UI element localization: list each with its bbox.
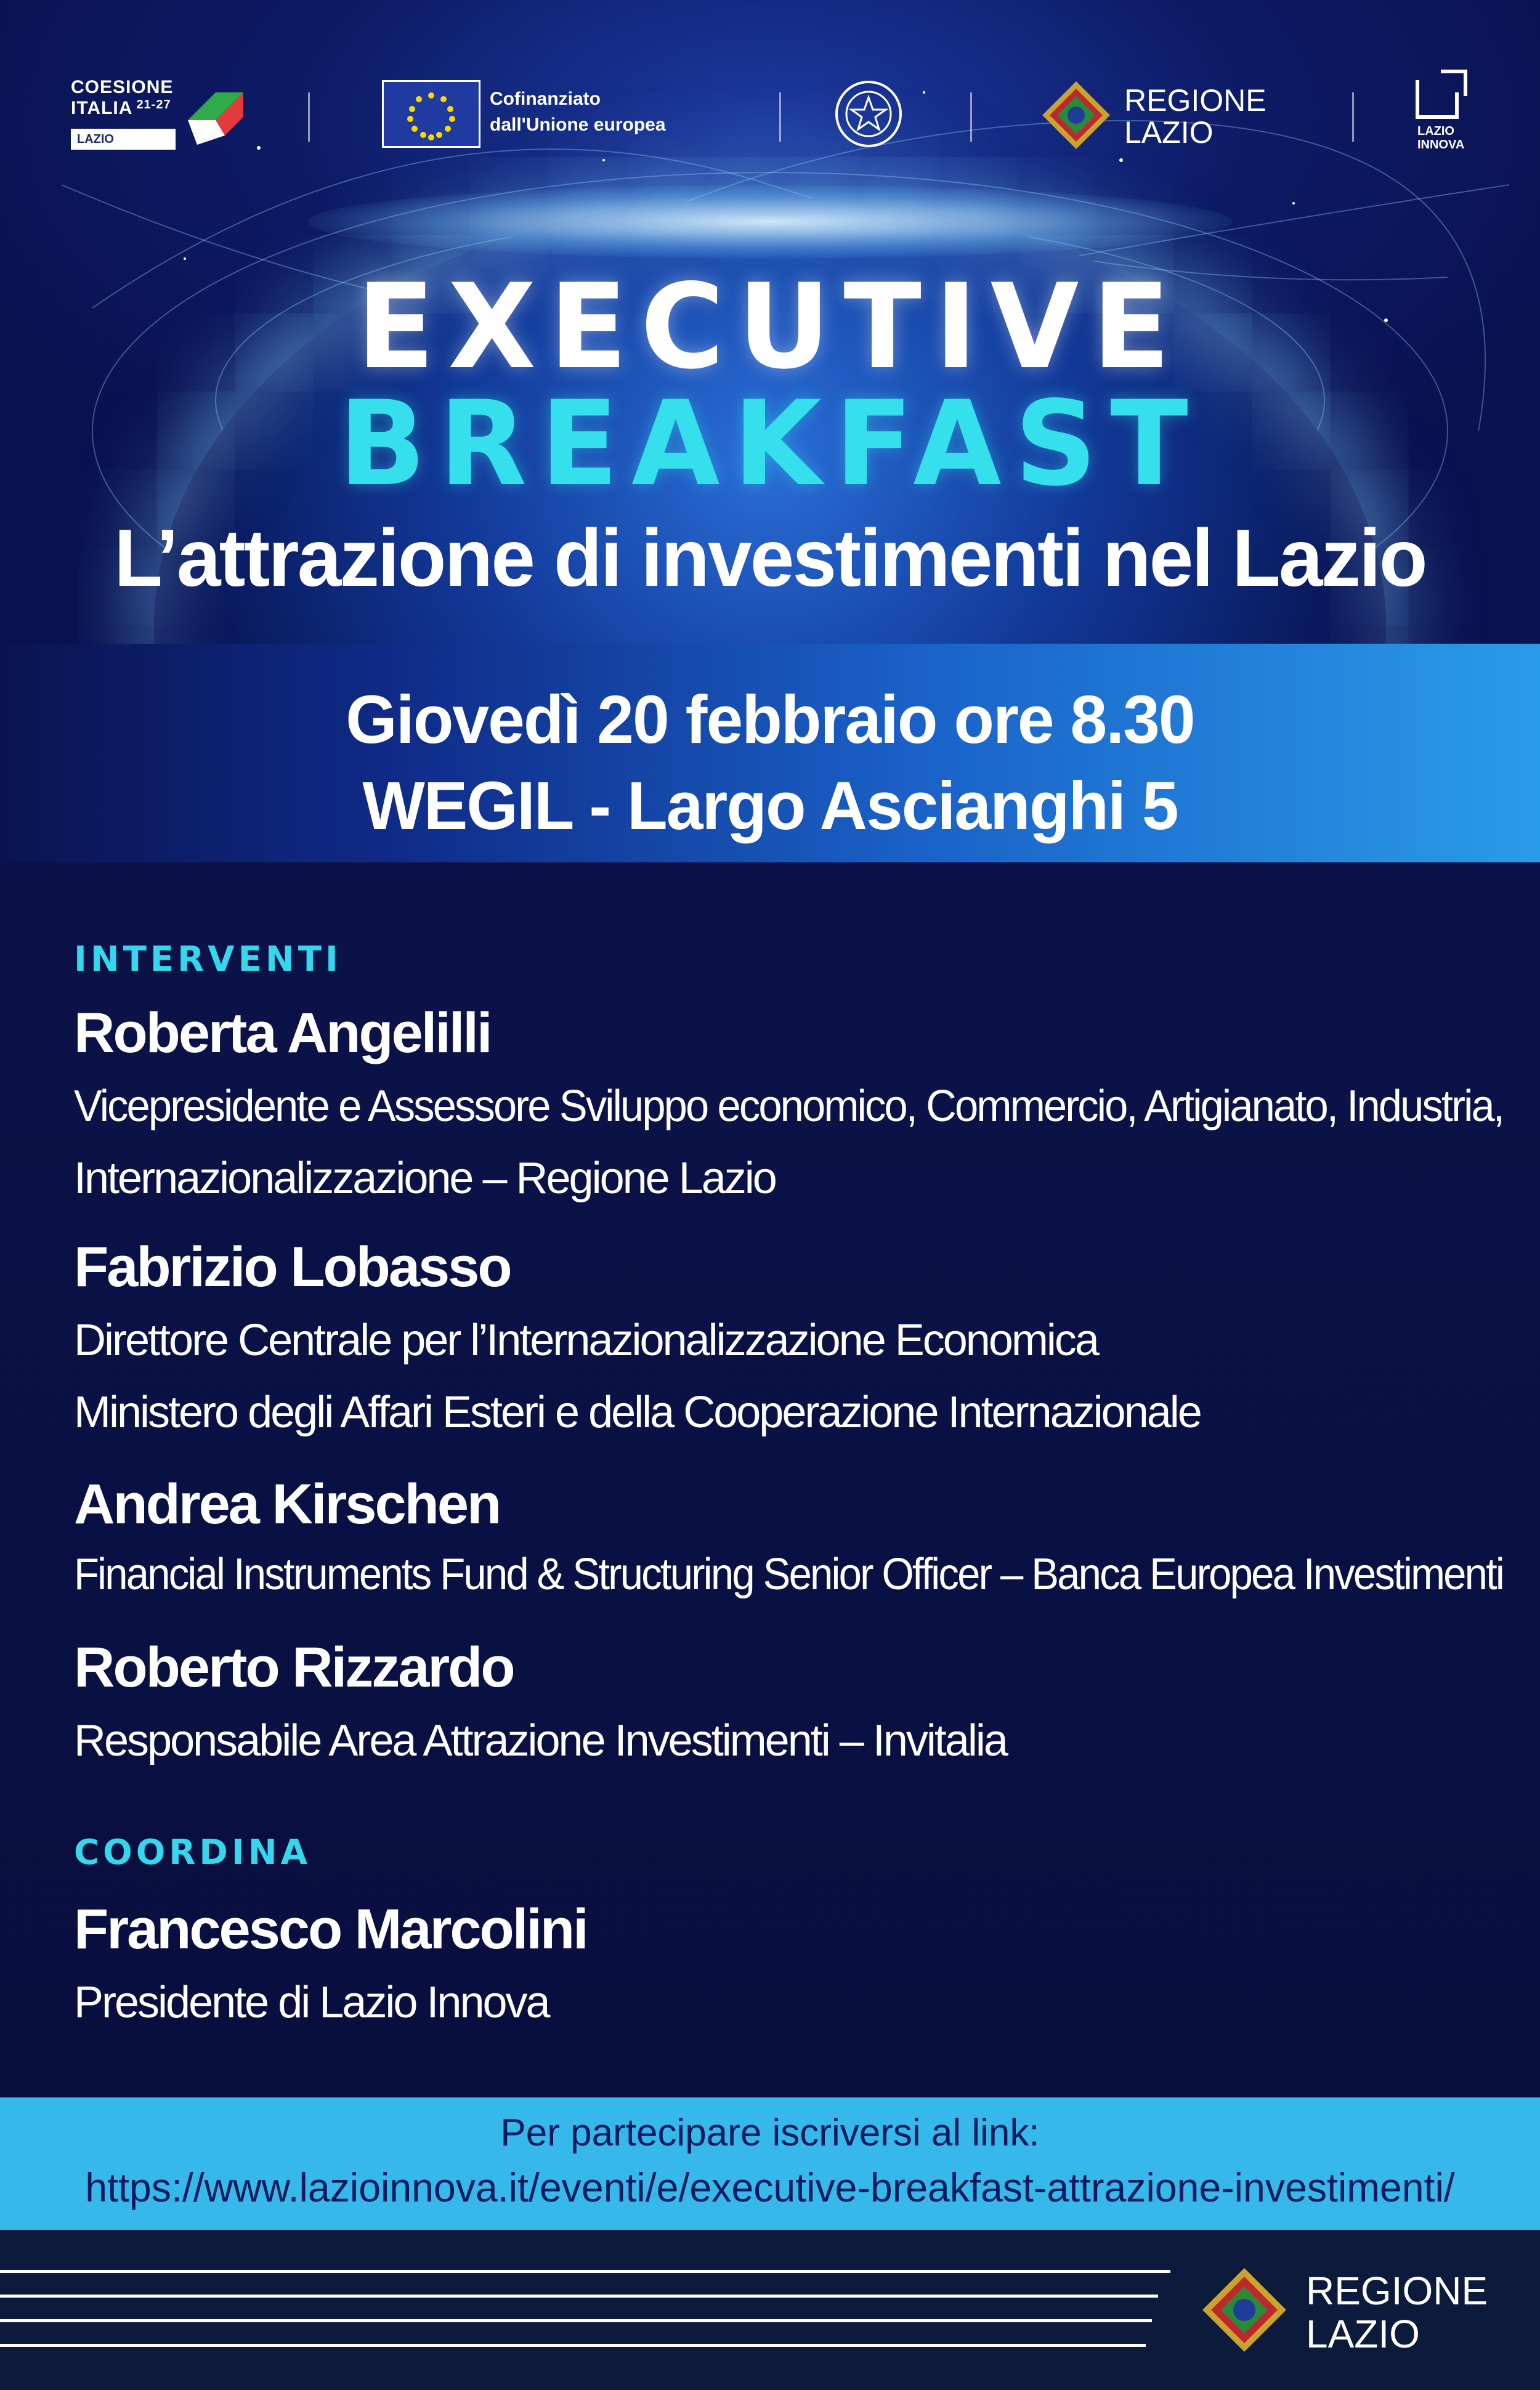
registration-band <box>0 2097 1540 2230</box>
footer-regione-label: REGIONE <box>1306 2269 1488 2313</box>
date-venue-band <box>0 644 1540 862</box>
speaker-name: Roberto Rizzardo <box>74 1636 514 1699</box>
logo-divider <box>779 92 781 142</box>
speaker-role: Direttore Centrale per l’Internazionalizzazione Economica <box>74 1316 1098 1365</box>
coordina-label: COORDINA <box>74 1833 311 1873</box>
footer <box>0 2230 1540 2390</box>
regione-label: REGIONE <box>1124 83 1266 118</box>
event-subtitle: L’attrazione di investimenti nel Lazio <box>114 512 1426 603</box>
footer-line <box>0 2319 1152 2322</box>
speaker-role: Vicepresidente e Assessore Sviluppo economico, Commercio, Artigianato, Industria, <box>74 1082 1504 1131</box>
italian-republic-emblem-icon <box>829 74 909 154</box>
speaker-role: Ministero degli Affari Esteri e della Cooperazione Internazionale <box>74 1388 1201 1437</box>
innova-label-line2: INNOVA <box>1417 138 1465 152</box>
eu-cofinanced-logo <box>382 80 715 154</box>
regione-lazio-logo <box>1041 74 1300 160</box>
coesione-region-label: LAZIO <box>71 129 176 150</box>
coesione-italia-logo <box>71 71 256 157</box>
title-breakfast: BREAKFAST <box>338 376 1202 512</box>
speaker-role: Financial Instruments Fund & Structuring Senior Officer – Banca Europea Investimenti <box>74 1550 1504 1599</box>
footer-line <box>0 2344 1146 2347</box>
speaker-role: Internazionalizzazione – Regione Lazio <box>74 1154 776 1203</box>
coesione-label: COESIONE <box>71 77 174 97</box>
event-date: Giovedì 20 febbraio ore 8.30 <box>346 682 1194 758</box>
innova-label-line1: LAZIO <box>1417 124 1454 138</box>
event-venue: WEGIL - Largo Ascianghi 5 <box>362 768 1178 844</box>
partner-logos-bar <box>0 59 1540 176</box>
registration-text: Per partecipare iscriversi al link: <box>500 2112 1040 2154</box>
speaker-name: Roberta Angelilli <box>74 1002 491 1064</box>
logo-divider <box>1352 92 1354 142</box>
lazio-innova-logo <box>1414 68 1481 160</box>
footer-lazio-label: LAZIO <box>1306 2312 1420 2356</box>
footer-line <box>0 2295 1158 2298</box>
coesione-arrow-icon <box>182 83 249 151</box>
title-executive: EXECUTIVE <box>357 259 1183 395</box>
globe-horizon-glow <box>308 185 1232 259</box>
logo-divider <box>970 92 972 142</box>
speaker-role: Responsabile Area Attrazione Investimenti – Invitalia <box>74 1716 1007 1765</box>
eu-label-line1: Cofinanziato <box>490 89 601 109</box>
lazio-label: LAZIO <box>1124 115 1214 150</box>
logo-divider <box>308 92 310 142</box>
eu-flag-icon <box>382 80 480 148</box>
lazio-innova-mark-icon <box>1414 68 1469 121</box>
regione-lazio-crest-icon <box>1041 80 1112 151</box>
moderator-role: Presidente di Lazio Innova <box>74 1978 549 2027</box>
regione-lazio-crest-icon <box>1201 2267 1287 2353</box>
interventi-label: INTERVENTI <box>74 939 342 979</box>
footer-line <box>0 2270 1170 2273</box>
speaker-name: Fabrizio Lobasso <box>74 1236 511 1298</box>
moderator-name: Francesco Marcolini <box>74 1898 587 1961</box>
speaker-name: Andrea Kirschen <box>74 1473 500 1536</box>
eu-label-line2: dall'Unione europea <box>490 115 666 135</box>
italia-label: ITALIA $^{21-27}$ <box>71 98 171 118</box>
registration-link[interactable]: https://www.lazioinnova.it/eventi/e/executive-breakfast-attrazione-investimenti/ <box>85 2165 1455 2210</box>
